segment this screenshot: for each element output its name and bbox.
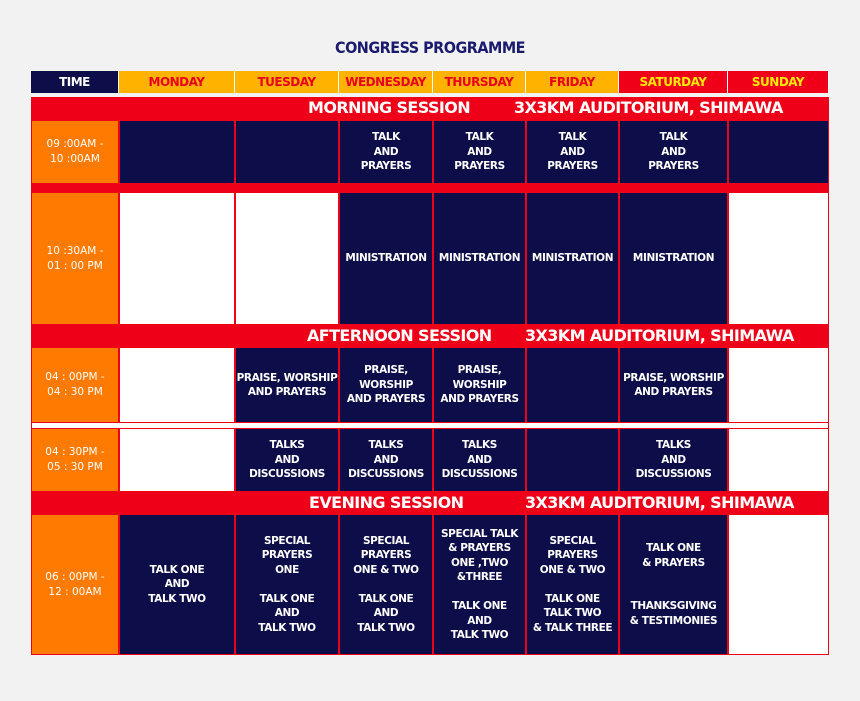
cell-r1-monday bbox=[119, 120, 235, 184]
cell-r5-sunday bbox=[728, 514, 829, 655]
cell-r4-friday bbox=[526, 428, 619, 492]
header-thursday: THURSDAY bbox=[433, 71, 526, 93]
header-friday: FRIDAY bbox=[526, 71, 619, 93]
cell-r3-wednesday: PRAISE, WORSHIP AND PRAYERS bbox=[339, 347, 433, 423]
cell-r1-friday: TALK AND PRAYERS bbox=[526, 120, 619, 184]
cell-r5-friday: SPECIAL PRAYERS ONE & TWO TALK ONE TALK TWO & TALK THREE bbox=[526, 514, 619, 655]
cell-r3-tuesday: PRAISE, WORSHIP AND PRAYERS bbox=[235, 347, 339, 423]
cell-r2-tuesday bbox=[235, 192, 339, 325]
header-wednesday: WEDNESDAY bbox=[339, 71, 433, 93]
evening-session-name: EVENING SESSION bbox=[309, 493, 464, 512]
afternoon-session-band bbox=[31, 325, 829, 347]
header-time: TIME bbox=[31, 71, 119, 93]
afternoon-session-name: AFTERNOON SESSION bbox=[307, 326, 492, 345]
afternoon-session-venue: 3X3KM AUDITORIUM, SHIMAWA bbox=[525, 326, 794, 345]
cell-r1-thursday: TALK AND PRAYERS bbox=[433, 120, 526, 184]
cell-r2-thursday: MINISTRATION bbox=[433, 192, 526, 325]
time-slot-3: 04 : 00PM - 04 : 30 PM bbox=[31, 347, 119, 423]
time-slot-4: 04 : 30PM - 05 : 30 PM bbox=[31, 428, 119, 492]
cell-r4-thursday: TALKS AND DISCUSSIONS bbox=[433, 428, 526, 492]
evening-session-venue: 3X3KM AUDITORIUM, SHIMAWA bbox=[525, 493, 794, 512]
evening-session-band bbox=[31, 492, 829, 514]
header-sunday: SUNDAY bbox=[728, 71, 829, 93]
cell-r2-wednesday: MINISTRATION bbox=[339, 192, 433, 325]
time-slot-5: 06 : 00PM - 12 : 00AM bbox=[31, 514, 119, 655]
cell-r5-saturday: TALK ONE & PRAYERS THANKSGIVING & TESTIMONIES bbox=[619, 514, 728, 655]
cell-r3-friday bbox=[526, 347, 619, 423]
cell-r1-sunday bbox=[728, 120, 829, 184]
cell-r5-thursday: SPECIAL TALK & PRAYERS ONE ,TWO &THREE TALK ONE AND TALK TWO bbox=[433, 514, 526, 655]
cell-r4-monday bbox=[119, 428, 235, 492]
cell-r5-tuesday: SPECIAL PRAYERS ONE TALK ONE AND TALK TWO bbox=[235, 514, 339, 655]
cell-r2-monday bbox=[119, 192, 235, 325]
cell-r2-saturday: MINISTRATION bbox=[619, 192, 728, 325]
cell-r1-tuesday bbox=[235, 120, 339, 184]
cell-r3-sunday bbox=[728, 347, 829, 423]
cell-r2-friday: MINISTRATION bbox=[526, 192, 619, 325]
cell-r1-saturday: TALK AND PRAYERS bbox=[619, 120, 728, 184]
morning-session-band bbox=[31, 97, 829, 120]
cell-r2-sunday bbox=[728, 192, 829, 325]
morning-session-venue: 3X3KM AUDITORIUM, SHIMAWA bbox=[514, 98, 783, 117]
cell-r4-wednesday: TALKS AND DISCUSSIONS bbox=[339, 428, 433, 492]
cell-r3-saturday: PRAISE, WORSHIP AND PRAYERS bbox=[619, 347, 728, 423]
header-saturday: SATURDAY bbox=[619, 71, 728, 93]
cell-r4-saturday: TALKS AND DISCUSSIONS bbox=[619, 428, 728, 492]
cell-r4-sunday bbox=[728, 428, 829, 492]
header-monday: MONDAY bbox=[119, 71, 235, 93]
cell-r5-monday: TALK ONE AND TALK TWO bbox=[119, 514, 235, 655]
header-tuesday: TUESDAY bbox=[235, 71, 339, 93]
row-separator bbox=[31, 184, 829, 192]
time-slot-1: 09 :00AM - 10 :00AM bbox=[31, 120, 119, 184]
cell-r3-thursday: PRAISE, WORSHIP AND PRAYERS bbox=[433, 347, 526, 423]
cell-r5-wednesday: SPECIAL PRAYERS ONE & TWO TALK ONE AND TALK TWO bbox=[339, 514, 433, 655]
morning-session-name: MORNING SESSION bbox=[308, 98, 471, 117]
cell-r4-tuesday: TALKS AND DISCUSSIONS bbox=[235, 428, 339, 492]
cell-r1-wednesday: TALK AND PRAYERS bbox=[339, 120, 433, 184]
time-slot-2: 10 :30AM - 01 : 00 PM bbox=[31, 192, 119, 325]
page-title: CONGRESS PROGRAMME bbox=[335, 38, 525, 57]
cell-r3-monday bbox=[119, 347, 235, 423]
